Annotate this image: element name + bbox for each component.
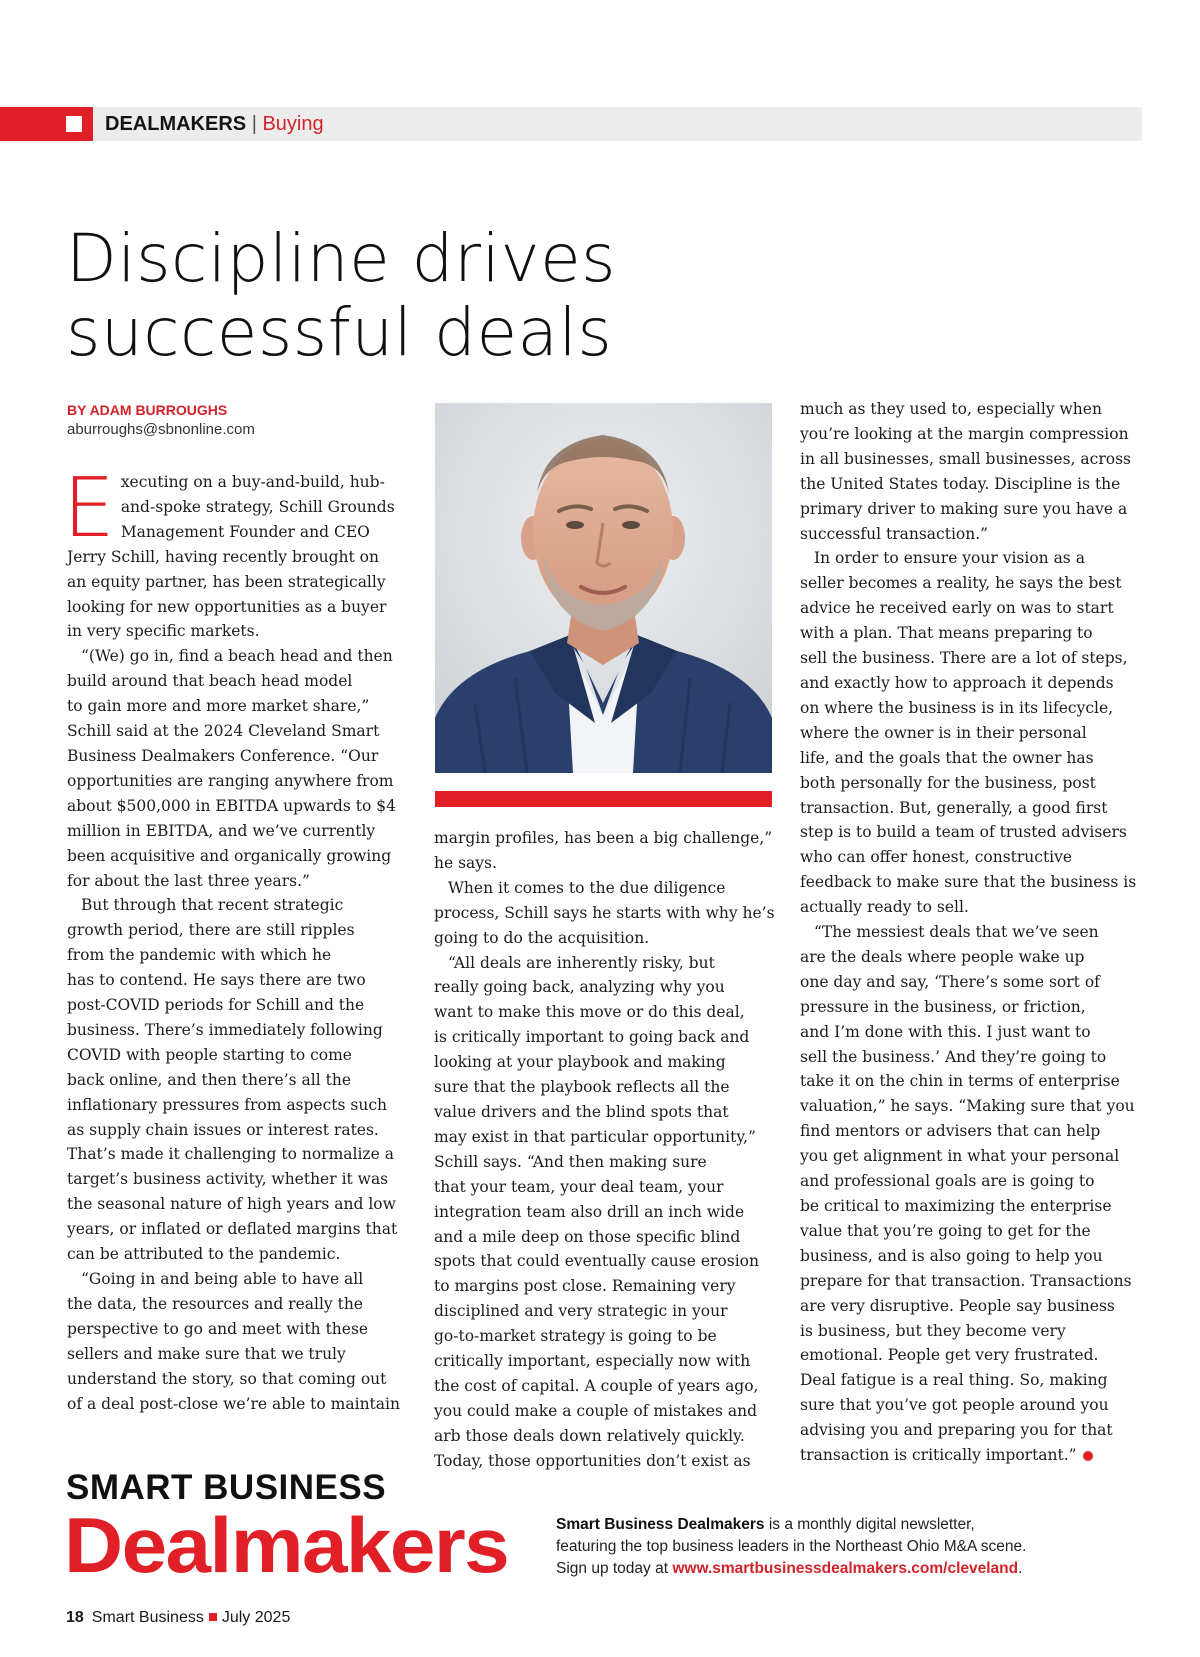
promo-line-1	[556, 1514, 1116, 1536]
signup-link[interactable]: www.smartbusinessdealmakers.com/cleveland	[672, 1560, 1019, 1577]
section-header	[105, 111, 324, 137]
article-paragraph: “(We) go in, find a beach head and then build around that beach head model to gain more and more market share,” Schill said at the 2024 Cleveland Smart Business Dealmakers Conference. “Our opportunities are ranging anywhere from about $500,000 in EBITDA upwards to $4 million in EBITDA, and we’ve currently been acquisitive and organically growing for about the last three years.”	[67, 647, 396, 890]
byline-email[interactable]: aburroughs@sbnonline.com	[67, 421, 255, 438]
section-subsection: Buying	[262, 113, 324, 135]
article-paragraph: much as they used to, especially when you’re looking at the margin compression in all businesses, small businesses, across the United States today. Discipline is the primary driver to making sure you have a successful transaction.”	[800, 400, 1131, 543]
article-paragraph	[800, 920, 1145, 1468]
article-column-2	[434, 826, 779, 1474]
article-paragraph: “Going in and being able to have all the data, the resources and really the perspective to go and meet with these sellers and make sure that we truly understand the story, so that coming out of a deal post-close we’re able to maintain	[67, 1270, 400, 1413]
paragraph-text: xecuting on a buy-and-build, hub- and-spoke strategy, Schill Grounds Management Founder and CEO Jerry Schill, having recently brought on an equity partner, has been strategically looking for new opportunities as a buyer in very specific markets.	[67, 473, 395, 641]
promo-line-2: featuring the top business leaders in the Northeast Ohio M&A scene.	[556, 1538, 1027, 1555]
portrait-illustration	[435, 403, 772, 773]
promo-end: .	[1018, 1560, 1023, 1577]
promo-brand: Smart Business Dealmakers	[556, 1516, 765, 1533]
byline-author: BY ADAM BURROUGHS	[67, 402, 228, 418]
article-paragraph: “All deals are inherently risky, but really going back, analyzing why you want to make this move or do this deal, is critically important to going back and looking at your playbook and making sure that the playbook reflects all the value drivers and the blind spots that may exist in that particular opportunity,” Schill says. “And then making sure that your team, your deal team, your integration team also drill an inch wide and a mile deep on those specific blind spots that could eventually cause erosion to margins post close. Remaining very disciplined and very strategic in your go-to-market strategy is going to be critically important, especially now with the cost of capital. A couple of years ago, you could make a couple of mistakes and arb those deals down relatively quickly. Today, those opportunities don’t exist as	[434, 953, 759, 1470]
author-portrait-photo	[435, 403, 772, 773]
paragraph-text: “The messiest deals that we’ve seen are the deals where people wake up one day and say, ‘There’s some sort of pressure in the business, or friction, and I’m done with this. I just want to sell the business.’ And they’re going to take it on the chin in terms of enterprise valuation,” he says. “Making sure that you find mentors or advisers that can help you get alignment in what your personal and professional goals are is going to be critical to maximizing the enterprise value that you’re going to get for the business, and is also going to help you prepare for that transaction. Transactions are very disruptive. People say business is business, but they become very emotional. People get very frustrated. Deal fatigue is a real thing. So, making sure that you’ve got people around you advising you and preparing you for that transaction is critically important.”	[800, 923, 1135, 1465]
logo-dealmakers: Dealmakers	[64, 1501, 509, 1589]
page-number: 18	[66, 1609, 84, 1626]
article-paragraph: But through that recent strategic growth period, there are still ripples from the pandemic with which he has to contend. He says there are two post-COVID periods for Schill and the business. There’s immediately following COVID with people starting to come back online, and then there’s all the inflationary pressures from aspects such as supply chain issues or interest rates. That’s made it challenging to normalize a target’s business activity, whether it was the seasonal nature of high years and low years, or inflated or deflated margins that can be attributed to the pandemic.	[67, 896, 398, 1264]
article-column-3	[800, 397, 1145, 1468]
logo-smart-business: SMART BUSINESS	[66, 1468, 387, 1507]
article-column-1	[63, 461, 412, 1416]
promo-text-1: is a monthly digital newsletter,	[764, 1516, 975, 1533]
article-paragraph: When it comes to the due diligence process, Schill says he starts with why he’s going to do the acquisition.	[434, 878, 775, 947]
footer-square-icon	[209, 1613, 217, 1621]
drop-cap: E	[63, 461, 115, 556]
promo-text-3: Sign up today at	[556, 1560, 673, 1577]
end-of-article-dot-icon	[1083, 1451, 1093, 1461]
article-paragraph: margin profiles, has been a big challenge,” he says.	[434, 829, 773, 872]
promo-line-3	[556, 1558, 1116, 1580]
section-separator: |	[251, 113, 257, 135]
section-header-square	[66, 116, 82, 132]
page-footer	[66, 1609, 290, 1627]
article-paragraph	[63, 461, 412, 644]
article-paragraph: In order to ensure your vision as a seller becomes a reality, he says the best advice he received early on was to start with a plan. That means preparing to sell the business. There are a lot of steps, and exactly how to approach it depends on where the business is in its lifecycle, where the owner is in their personal life, and the goals that the owner has both personally for the business, post transaction. But, generally, a good first step is to build a team of trusted advisers who can offer honest, constructive feedback to make sure that the business is actually ready to sell.	[800, 549, 1137, 917]
photo-accent-rule	[435, 791, 772, 807]
section-name: DEALMAKERS	[105, 113, 247, 135]
issue-date: July 2025	[221, 1609, 291, 1626]
headline-line-2: successful deals	[66, 294, 613, 371]
article-headline	[66, 222, 966, 370]
headline-line-1: Discipline drives	[66, 220, 617, 297]
newsletter-promo	[556, 1514, 1116, 1580]
publication-name: Smart Business	[91, 1609, 204, 1626]
